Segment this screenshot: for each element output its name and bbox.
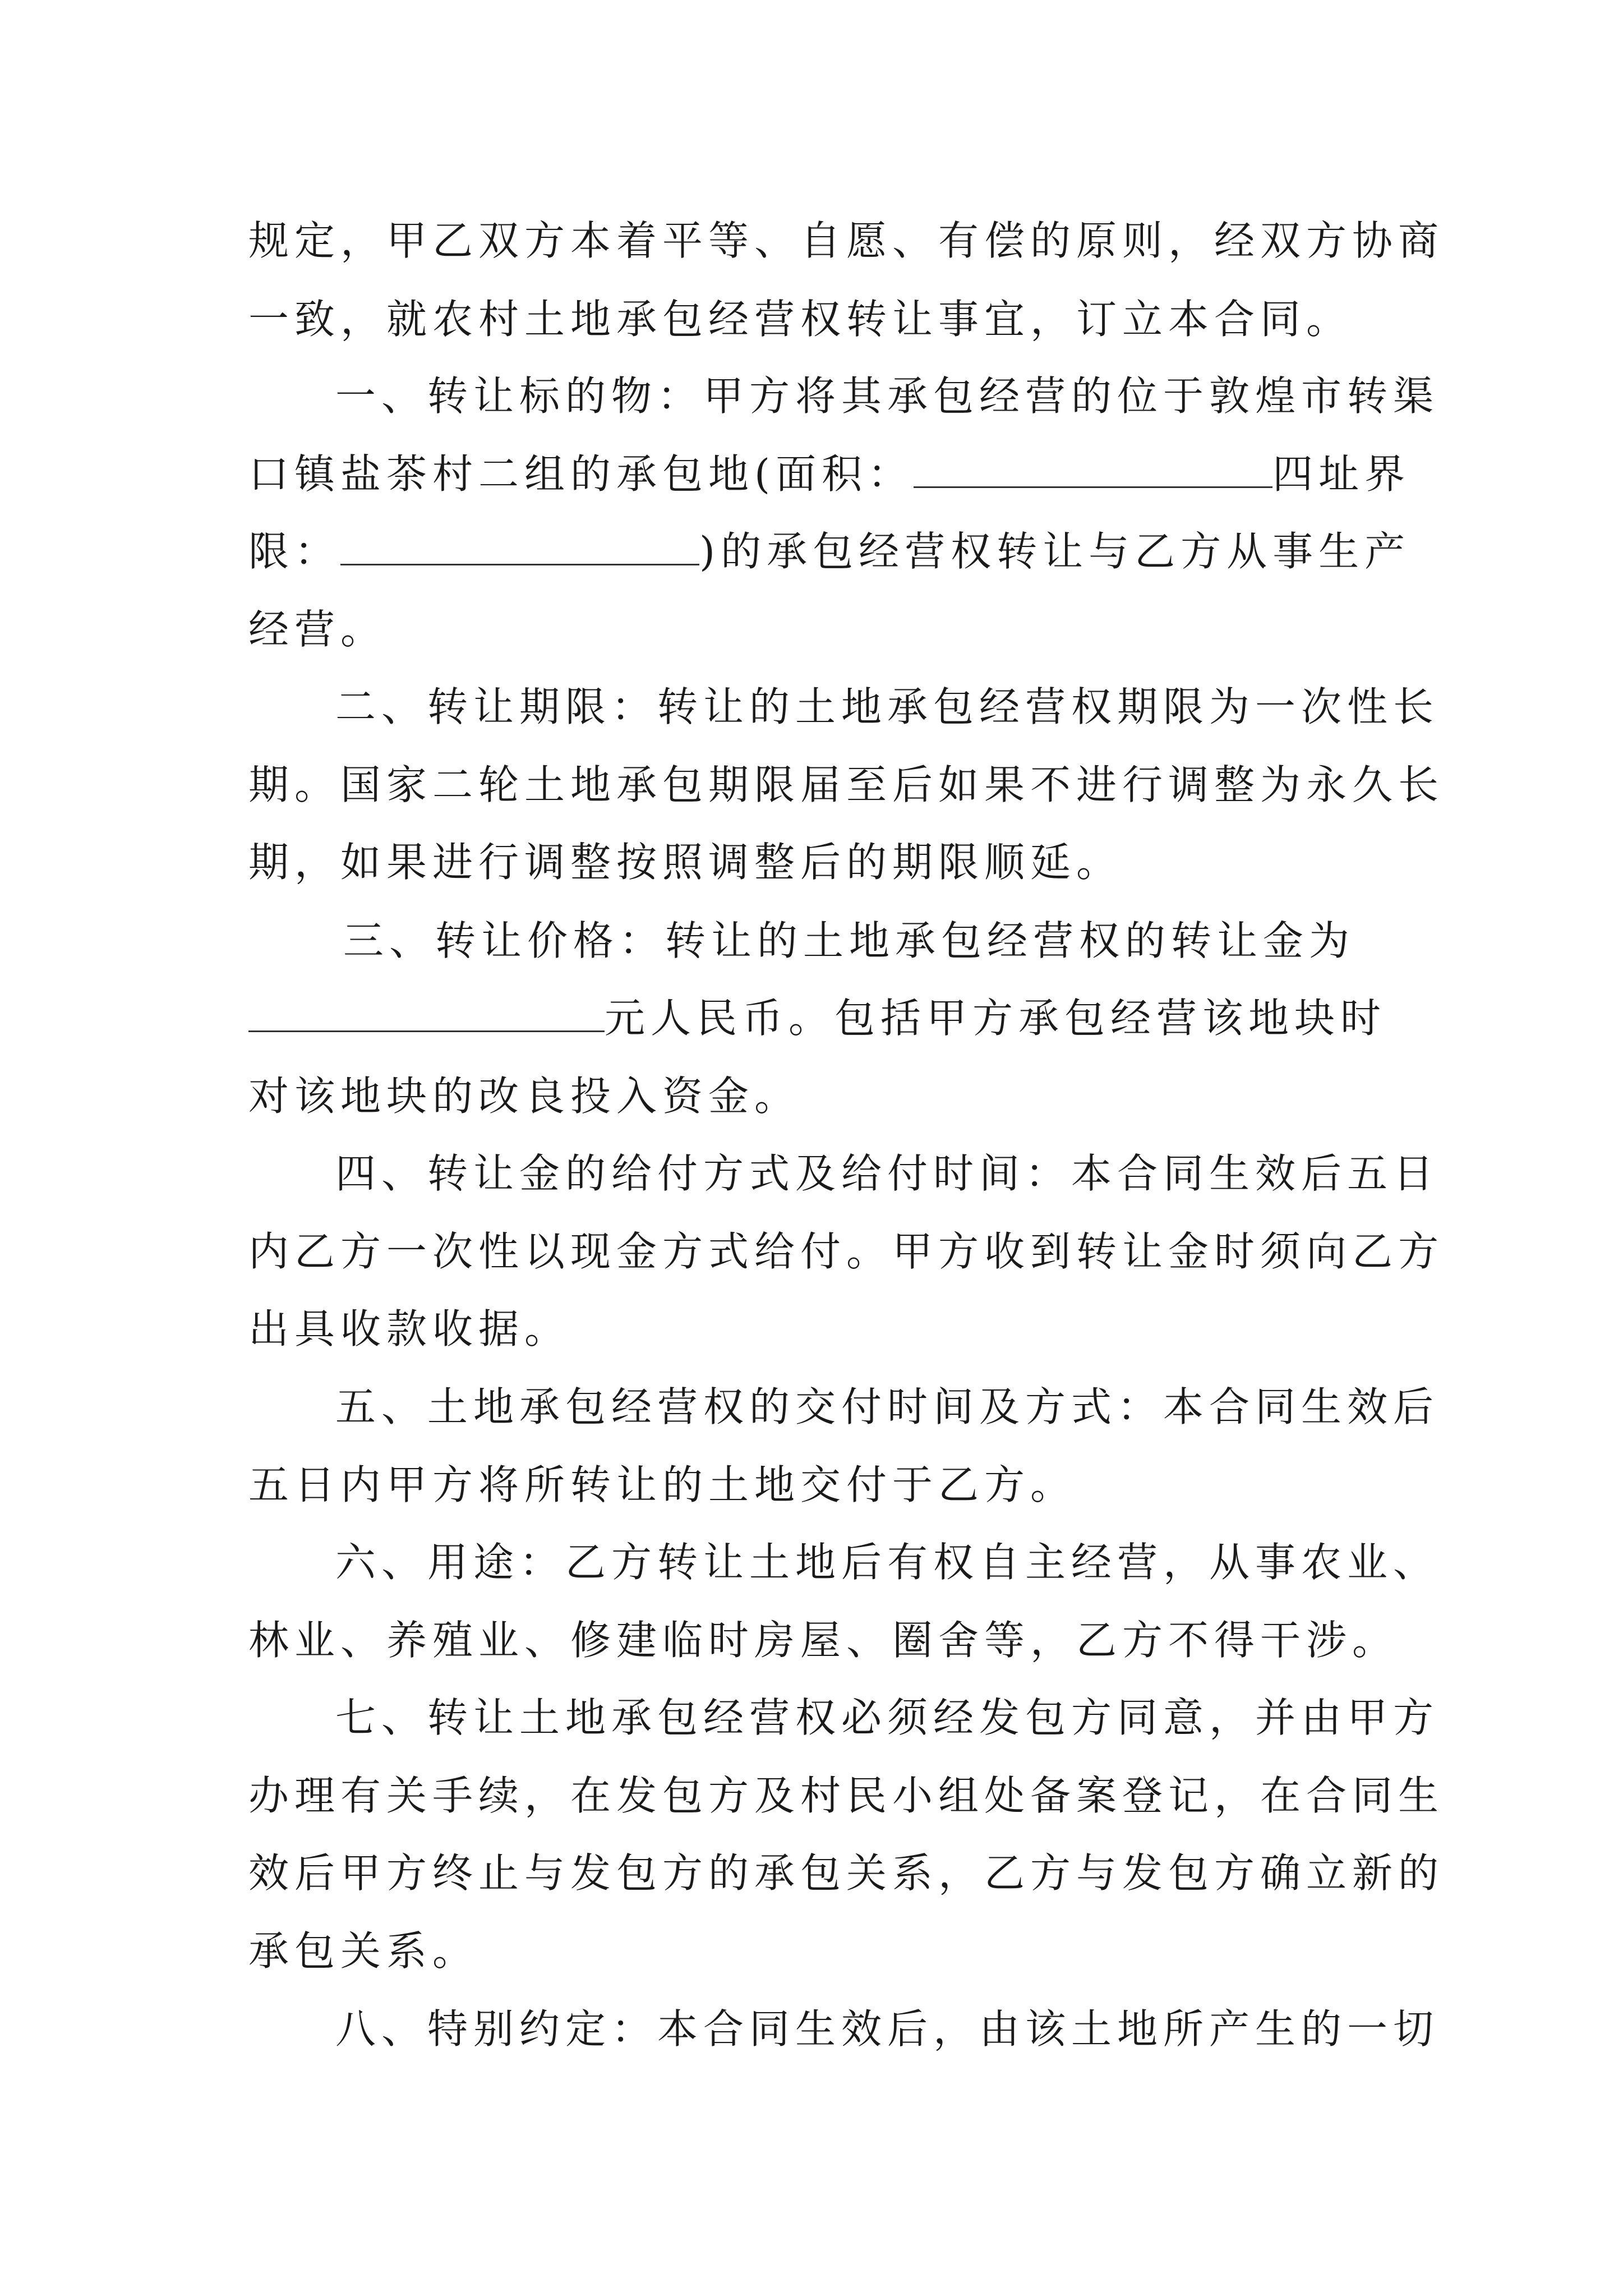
text-run: 四址界: [1272, 450, 1411, 498]
paragraph-line: 一致，就农村土地承包经营权转让事宜，订立本合同。: [248, 296, 1353, 343]
clause-3-heading-line: 三、转让价格：转让的土地承包经营权的转让金为: [343, 917, 1355, 964]
paragraph-line: 规定，甲乙双方本着平等、自愿、有偿的原则，经双方协商: [248, 217, 1445, 264]
boundary-blank-field: [340, 528, 699, 565]
clause-6-heading-line: 六、用途：乙方转让土地后有权自主经营，从事农业、: [335, 1539, 1440, 1586]
clause-5-heading-line: 五、土地承包经营权的交付时间及方式：本合同生效后: [335, 1383, 1440, 1430]
paragraph-line: 办理有关手续，在发包方及村民小组处备案登记，在合同生: [248, 1772, 1445, 1819]
clause-8-heading-line: 八、特别约定：本合同生效后，由该土地所产生的一切: [335, 2005, 1440, 2053]
text-run: 限：: [248, 528, 341, 575]
text-run: 口镇盐茶村二组的承包地(面积：: [248, 450, 914, 498]
paragraph-line: 对该地块的改良投入资金。: [248, 1073, 801, 1120]
paragraph-line: [248, 523, 1411, 579]
paragraph-line: 五日内甲方将所转让的土地交付于乙方。: [248, 1461, 1077, 1508]
text-run: 元人民币。包括甲方承包经营该地块时: [605, 995, 1387, 1042]
paragraph-line: 经营。: [248, 606, 387, 653]
paragraph-line: 内乙方一次性以现金方式给付。甲方收到转让金时须向乙方: [248, 1228, 1445, 1275]
price-blank-field: [248, 995, 605, 1032]
clause-4-heading-line: 四、转让金的给付方式及给付时间：本合同生效后五日: [335, 1150, 1440, 1197]
clause-7-heading-line: 七、转让土地承包经营权必须经发包方同意，并由甲方: [335, 1694, 1440, 1741]
paragraph-line: 林业、养殖业、修建临时房屋、圈舍等，乙方不得干涉。: [248, 1617, 1399, 1664]
paragraph-line: 期，如果进行调整按照调整后的期限顺延。: [248, 839, 1123, 886]
paragraph-line: 出具收款收据。: [248, 1305, 571, 1352]
paragraph-line: 效后甲方终止与发包方的承包关系，乙方与发包方确立新的: [248, 1849, 1445, 1897]
paragraph-line: [248, 990, 1393, 1046]
clause-1-heading-line: 一、转让标的物：甲方将其承包经营的位于敦煌市转渠: [335, 372, 1440, 420]
paragraph-line: [248, 446, 1411, 502]
paragraph-line: 期。国家二轮土地承包期限届至后如果不进行调整为永久长: [248, 761, 1445, 808]
clause-2-heading-line: 二、转让期限：转让的土地承包经营权期限为一次性长: [335, 683, 1440, 730]
area-blank-field: [914, 450, 1272, 488]
paragraph-line: 承包关系。: [248, 1927, 479, 1975]
text-run: )的承包经营权转让与乙方从事生产: [699, 528, 1411, 575]
